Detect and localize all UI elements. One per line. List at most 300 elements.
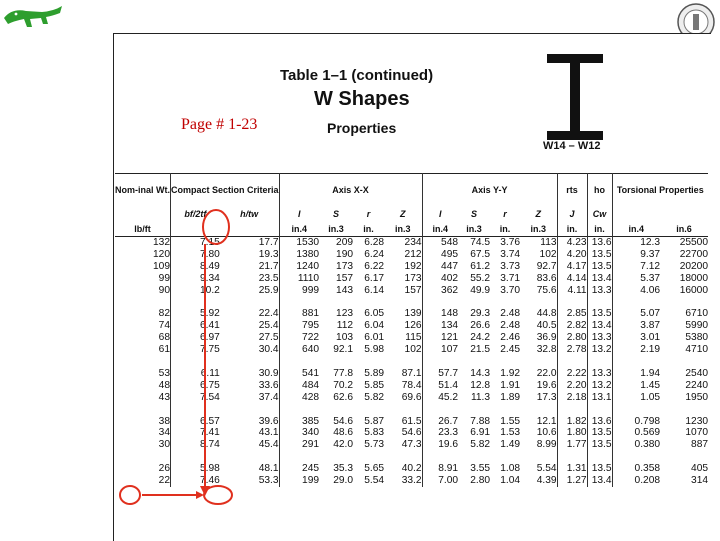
table-cell: 13.6 (587, 416, 612, 428)
header-symbol: Z (384, 206, 422, 221)
table-row (115, 237, 708, 249)
table-cell: 6.91 (470, 427, 491, 439)
table-cell: 795 (302, 320, 320, 332)
table-cell: 19.3 (220, 249, 279, 261)
table-cell: 4.17 (557, 261, 587, 273)
table-cell: 20200 (679, 260, 709, 272)
header-symbol: S (333, 208, 340, 219)
header-unit (171, 221, 220, 237)
table-cell: 45.2 (438, 391, 459, 403)
table-cell: 13.4 (587, 273, 612, 285)
table-cell: 6.22 (364, 260, 385, 272)
gap-cell (353, 451, 384, 463)
gap-cell (520, 356, 557, 368)
table-cell: 8.49 (200, 260, 220, 272)
table-cell: 23.3 (438, 427, 459, 439)
table-cell: 33.6 (220, 380, 279, 392)
gap-cell (279, 404, 319, 416)
gap-cell (458, 404, 490, 416)
table-cell: 209 (336, 237, 354, 248)
table-cell: 5.82 (470, 439, 491, 451)
gap-cell (319, 297, 353, 309)
table-row (115, 380, 708, 392)
header-units-row (115, 221, 708, 237)
table-cell: 1070 (685, 427, 709, 439)
table-cell: 115 (384, 332, 422, 344)
table-cell: 722 (302, 332, 320, 344)
gap-cell (490, 404, 520, 416)
table-cell: 1.92 (500, 367, 521, 379)
table-cell: 143 (336, 284, 354, 296)
table-cell: 55.2 (470, 272, 491, 284)
table-cell: 62.6 (333, 391, 354, 403)
group-gap (115, 297, 708, 309)
table-cell: 77.8 (333, 367, 354, 379)
table-cell: 2540 (685, 367, 709, 379)
table-cell: 82 (115, 308, 171, 320)
table-cell: 173 (384, 273, 422, 285)
table-cell: 25500 (679, 237, 709, 248)
table-cell: 132 (115, 237, 171, 249)
table-cell: 0.358 (634, 463, 661, 475)
table-cell: 126 (384, 320, 422, 332)
table-cell: 2.45 (500, 344, 521, 356)
table-cell: 134 (441, 320, 459, 332)
table-cell: 17.3 (520, 392, 557, 404)
header-symbol: I (439, 208, 442, 219)
table-cell: 7.88 (470, 415, 491, 427)
gap-cell (422, 404, 458, 416)
table-row (115, 416, 708, 428)
i-beam-icon (545, 52, 605, 142)
table-cell: 121 (441, 332, 459, 344)
gap-cell (384, 404, 422, 416)
page-number: Page # 1-23 (181, 116, 258, 133)
table-cell: 447 (441, 260, 459, 272)
gap-cell (115, 451, 171, 463)
group-gap (115, 451, 708, 463)
table-cell: 405 (691, 463, 709, 475)
header-rts: rts (557, 174, 587, 207)
table-cell: 19.6 (438, 439, 459, 451)
table-cell: 13.5 (587, 308, 612, 320)
table-cell: 5.82 (364, 391, 385, 403)
table-cell: 7.12 (640, 260, 661, 272)
header-axis-yy: Axis Y-Y (422, 174, 557, 207)
table-cell: 7.54 (200, 391, 220, 403)
table-cell: 68 (115, 332, 171, 344)
table-cell: 22 (115, 475, 171, 487)
table-row (115, 439, 708, 451)
table-cell: 9.37 (640, 248, 661, 260)
table-cell: 112 (336, 320, 354, 332)
table-cell: 6.75 (200, 379, 220, 391)
gap-cell (279, 451, 319, 463)
table-cell: 53.3 (220, 475, 279, 487)
gap-cell (612, 297, 660, 309)
table-cell: 42.0 (333, 439, 354, 451)
table-cell: 7.15 (200, 237, 220, 248)
table-title: Table 1–1 (continued) (280, 67, 434, 84)
table-cell: 13.4 (587, 475, 612, 487)
gap-cell (171, 451, 220, 463)
table-cell: 1.82 (557, 416, 587, 428)
table-cell: 74.5 (470, 237, 491, 248)
table-cell: 17.7 (220, 237, 279, 249)
gap-cell (220, 451, 279, 463)
table-cell: 6.11 (200, 367, 220, 379)
table-cell: 24.2 (470, 332, 491, 344)
table-cell: 6.24 (364, 248, 385, 260)
header-unit: lb/ft (115, 221, 171, 237)
table-cell: 2240 (685, 379, 709, 391)
table-cell: 12.3 (640, 237, 661, 248)
gap-cell (384, 297, 422, 309)
gap-cell (458, 356, 490, 368)
table-cell: 2.48 (500, 308, 521, 320)
table-cell: 13.2 (587, 344, 612, 356)
table-cell: 1.77 (557, 439, 587, 451)
table-body (115, 237, 708, 487)
gap-cell (220, 297, 279, 309)
table-cell: 4.39 (520, 475, 557, 487)
header-unit: in.3 (520, 221, 557, 237)
table-cell: 2.22 (557, 368, 587, 380)
table-cell: 4.23 (557, 237, 587, 249)
gap-cell (520, 297, 557, 309)
table-cell: 157 (336, 272, 354, 284)
table-cell: 13.3 (587, 332, 612, 344)
table-cell: 33.2 (384, 475, 422, 487)
gap-cell (587, 356, 612, 368)
table-section: Properties (327, 120, 397, 136)
table-cell: 13.5 (587, 463, 612, 475)
table-cell: 5.87 (364, 415, 385, 427)
table-cell: 0.208 (634, 475, 661, 487)
header-symbol: bf/2tf (184, 208, 207, 219)
table-cell: 0.569 (634, 427, 661, 439)
table-row (115, 463, 708, 475)
table-cell: 13.3 (587, 285, 612, 297)
table-cell: 10.6 (520, 427, 557, 439)
header-unit: in.3 (466, 223, 482, 234)
table-row (115, 332, 708, 344)
table-cell: 78.4 (384, 380, 422, 392)
gap-cell (612, 356, 660, 368)
table-cell: 5.89 (364, 367, 385, 379)
table-cell: 3.55 (470, 463, 491, 475)
table-cell: 139 (384, 308, 422, 320)
table-cell: 1950 (685, 391, 709, 403)
table-cell: 314 (691, 475, 709, 487)
table-cell: 12.1 (520, 416, 557, 428)
header-symbol: Cw (587, 206, 612, 221)
table-cell: 2.19 (640, 344, 661, 356)
table-cell: 640 (302, 344, 320, 356)
table-cell: 47.3 (384, 439, 422, 451)
table-cell: 3.74 (500, 248, 521, 260)
header-unit: in. (363, 223, 374, 234)
table-cell: 1380 (296, 248, 320, 260)
table-cell: 5.98 (364, 344, 385, 356)
table-cell: 5.07 (640, 308, 661, 320)
table-row (115, 320, 708, 332)
table-cell: 11.3 (470, 391, 491, 403)
gap-cell (115, 297, 171, 309)
table-cell: 1.31 (557, 463, 587, 475)
table-cell: 69.6 (384, 392, 422, 404)
table-row (115, 261, 708, 273)
table-cell: 16000 (679, 284, 709, 296)
table-cell: 13.5 (587, 427, 612, 439)
shape-range-label: W14 – W12 (543, 140, 601, 152)
table-cell: 36.9 (520, 332, 557, 344)
table-cell: 23.5 (220, 273, 279, 285)
table-cell: 75.6 (520, 285, 557, 297)
table-cell: 48 (115, 380, 171, 392)
table-cell: 123 (336, 308, 354, 320)
table-cell: 26.7 (438, 415, 459, 427)
table-cell: 14.3 (470, 367, 491, 379)
table-cell: 5.92 (200, 308, 220, 320)
gap-cell (587, 451, 612, 463)
table-cell: 6.41 (200, 320, 220, 332)
alligator-logo-icon (2, 2, 64, 34)
table-cell: 92.7 (520, 261, 557, 273)
table-cell: 27.5 (220, 332, 279, 344)
table-cell: 26 (115, 463, 171, 475)
header-unit: in.4 (432, 223, 449, 234)
header-unit: in.4 (291, 223, 308, 234)
table-cell: 40.2 (384, 463, 422, 475)
table-cell: 109 (115, 261, 171, 273)
table-cell: 37.4 (220, 392, 279, 404)
table-cell: 5.65 (364, 463, 385, 475)
table-cell: 8.91 (438, 463, 459, 475)
table-cell: 45.4 (220, 439, 279, 451)
table-row (115, 308, 708, 320)
table-cell: 61 (115, 344, 171, 356)
table-cell: 30.9 (220, 368, 279, 380)
table-cell: 26.6 (470, 320, 491, 332)
table-cell: 107 (441, 344, 459, 356)
table-cell: 48.1 (220, 463, 279, 475)
table-row (115, 392, 708, 404)
table-cell: 10.2 (200, 284, 220, 296)
table-cell: 21.5 (470, 344, 491, 356)
table-cell: 7.00 (438, 475, 459, 487)
header-symbol: Z (520, 206, 557, 221)
table-cell: 4.06 (640, 284, 661, 296)
table-cell: 6.04 (364, 320, 385, 332)
table-row (115, 285, 708, 297)
table-cell: 22700 (679, 248, 709, 260)
gap-cell (279, 297, 319, 309)
table-cell: 1.91 (500, 379, 521, 391)
table-cell: 51.4 (438, 379, 459, 391)
table-cell: 4710 (685, 344, 709, 356)
gap-cell (384, 451, 422, 463)
gap-cell (171, 404, 220, 416)
table-cell: 1.89 (500, 391, 521, 403)
table-cell: 1.04 (500, 475, 521, 487)
table-cell: 192 (384, 261, 422, 273)
table-cell: 74 (115, 320, 171, 332)
header-symbol: h/tw (220, 206, 279, 221)
table-cell: 53 (115, 368, 171, 380)
table-cell: 9.34 (200, 272, 220, 284)
table-cell: 54.6 (384, 427, 422, 439)
gap-cell (612, 451, 660, 463)
table-cell: 5.54 (364, 475, 385, 487)
table-cell: 1230 (685, 415, 709, 427)
table-cell: 35.3 (333, 463, 354, 475)
table-row (115, 249, 708, 261)
gap-cell (384, 356, 422, 368)
header-symbol: S (471, 208, 478, 219)
header-unit (220, 221, 279, 237)
table-cell: 32.8 (520, 344, 557, 356)
header-unit: in. (587, 221, 612, 237)
table-cell: 22.4 (220, 308, 279, 320)
table-cell: 7.46 (200, 475, 220, 487)
table-cell: 6.57 (200, 415, 220, 427)
header-unit: in. (499, 223, 511, 234)
table-cell: 102 (384, 344, 422, 356)
table-cell: 2.46 (500, 332, 521, 344)
table-cell: 13.5 (587, 439, 612, 451)
table-cell: 1.94 (640, 367, 661, 379)
table-cell: 8.74 (200, 439, 220, 451)
table-cell: 5.37 (640, 272, 661, 284)
table-cell: 881 (302, 308, 320, 320)
table-row (115, 427, 708, 439)
gap-cell (490, 356, 520, 368)
table-cell: 30 (115, 439, 171, 451)
header-compact: Compact Section Criteria (171, 174, 280, 207)
gap-cell (279, 356, 319, 368)
table-cell: 34 (115, 427, 171, 439)
gap-cell (171, 356, 220, 368)
table-cell: 385 (302, 415, 320, 427)
header-torsional: Torsional Properties (616, 185, 704, 195)
table-cell: 19.6 (520, 380, 557, 392)
table-cell: 13.5 (587, 261, 612, 273)
table-cell: 43.1 (220, 427, 279, 439)
table-cell: 22.0 (520, 368, 557, 380)
gap-cell (490, 451, 520, 463)
header-symbol: J (557, 206, 587, 221)
table-cell: 541 (302, 367, 320, 379)
gap-cell (220, 356, 279, 368)
table-cell: 43 (115, 392, 171, 404)
table-cell: 4.20 (557, 249, 587, 261)
gap-cell (557, 356, 587, 368)
group-gap (115, 356, 708, 368)
table-cell: 57.7 (438, 367, 459, 379)
table-cell: 5.85 (364, 379, 385, 391)
table-cell: 6.17 (364, 272, 385, 284)
table-cell: 1530 (296, 237, 320, 248)
gap-cell (520, 451, 557, 463)
table-cell: 30.4 (220, 344, 279, 356)
gap-cell (353, 404, 384, 416)
table-cell: 548 (441, 237, 459, 248)
gap-cell (587, 297, 612, 309)
gap-cell (612, 404, 660, 416)
table-cell: 1.05 (640, 391, 661, 403)
table-cell: 245 (302, 463, 320, 475)
table-cell: 212 (384, 249, 422, 261)
table-cell: 38 (115, 416, 171, 428)
table-cell: 49.9 (470, 284, 491, 296)
gap-cell (422, 451, 458, 463)
gap-cell (557, 404, 587, 416)
table-cell: 2.18 (557, 392, 587, 404)
table-cell: 13.6 (587, 237, 612, 249)
table-cell: 1110 (297, 272, 320, 284)
table-cell: 362 (441, 284, 459, 296)
table-cell: 29.0 (333, 475, 354, 487)
table-cell: 173 (336, 260, 354, 272)
table-cell: 999 (302, 284, 320, 296)
table-cell: 61.5 (384, 416, 422, 428)
table-cell: 13.2 (587, 380, 612, 392)
gap-cell (115, 356, 171, 368)
table-cell: 1.55 (500, 415, 521, 427)
table-cell: 70.2 (333, 379, 354, 391)
table-cell: 54.6 (333, 415, 354, 427)
table-cell: 29.3 (470, 308, 491, 320)
table-cell: 3.73 (500, 260, 521, 272)
table-cell: 3.70 (500, 284, 521, 296)
header-ho: ho (587, 174, 612, 207)
gap-cell (319, 356, 353, 368)
table-cell: 1.80 (557, 427, 587, 439)
header-symbol: r (366, 208, 371, 219)
gap-cell (587, 404, 612, 416)
table-cell: 18000 (679, 272, 709, 284)
table-cell: 5.83 (364, 427, 385, 439)
table-cell: 6.05 (364, 308, 385, 320)
table-cell: 90 (115, 285, 171, 297)
gap-cell (458, 297, 490, 309)
table-cell: 190 (336, 248, 354, 260)
table-cell: 2.80 (470, 475, 491, 487)
table-cell: 6710 (685, 308, 709, 320)
table-cell: 3.01 (640, 332, 661, 344)
table-cell: 44.8 (520, 308, 557, 320)
table-cell: 5380 (685, 332, 709, 344)
table-cell: 83.6 (520, 273, 557, 285)
table-row (115, 344, 708, 356)
table-cell: 8.99 (520, 439, 557, 451)
table-cell: 428 (302, 391, 320, 403)
table-cell: 48.6 (333, 427, 354, 439)
header-unit: in. (557, 221, 587, 237)
gap-cell (422, 356, 458, 368)
gap-cell (422, 297, 458, 309)
header-nominal-wt: Nom-inal Wt. (115, 174, 171, 207)
gap-cell (458, 451, 490, 463)
table-cell: 7.80 (200, 248, 220, 260)
table-cell: 25.9 (220, 285, 279, 297)
table-cell: 6.28 (364, 237, 385, 248)
table-cell: 157 (384, 285, 422, 297)
gap-cell (353, 356, 384, 368)
table-row (115, 273, 708, 285)
gap-cell (171, 297, 220, 309)
